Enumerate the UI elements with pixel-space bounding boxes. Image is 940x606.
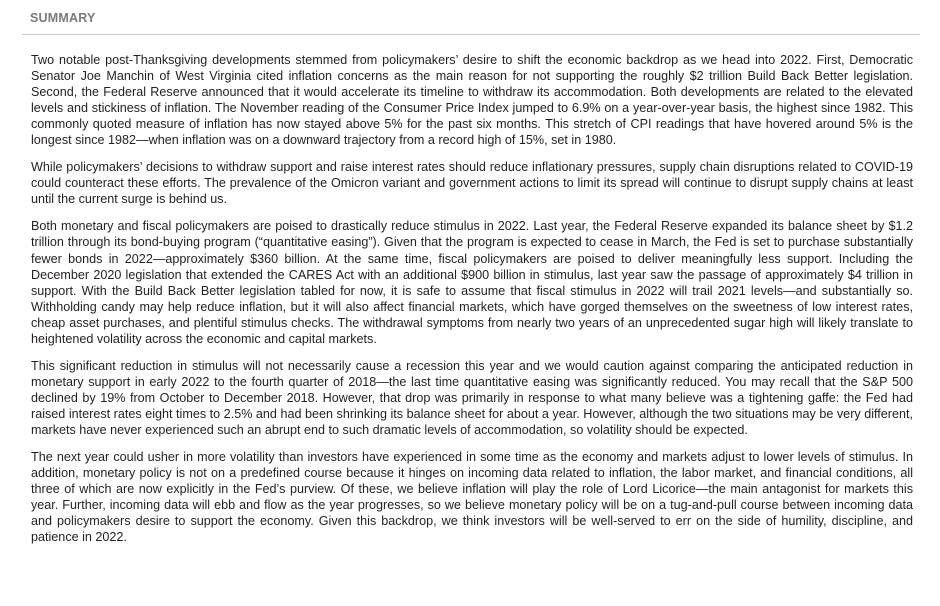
paragraph-volatility-outlook: The next year could usher in more volatility than investors have experienced in some time as the economy and markets adjust to lower levels of stimulus. In addition, monetary policy is not on a predefined course because it hinges on incoming data related to inflation, the labor market, and financial conditions, all three of which are now explicitly in the Fed’s purview. Of these, we believe inflation will play the role of Lord Licorice—the main antagonist for markets this year. Further, incoming data will ebb and flow as the year progresses, so we believe monetary policy will be on a tug-and-pull course between incoming data and policymakers desire to support the economy. Given this backdrop, we think investors will be well-served to err on the side of humility, discipline, and patience in 2022.: [31, 450, 913, 545]
summary-body: [31, 52, 913, 556]
paragraph-supply-chain: While policymakers’ decisions to withdraw support and raise interest rates should reduce inflationary pressures, supply chain disruptions related to COVID-19 could counteract these efforts. The prevalence of the Omicron variant and government actions to limit its spread will continue to disrupt supply chains at least until the current surge is behind us.: [31, 160, 913, 207]
paragraph-stimulus-reduction: Both monetary and fiscal policymakers are poised to drastically reduce stimulus in 2022. Last year, the Federal Reserve expanded its balance sheet by $1.2 trillion through its bond-buying program (“quantitative easing”). Given that the program is expected to cease in March, the Fed is set to purchase substantially fewer bonds in 2022—approximately $360 billion. At the same time, fiscal policymakers are poised to deliver meaningfully less support. Including the December 2020 legislation that extended the CARES Act with an additional $900 billion in stimulus, last year saw the passage of approximately $4 trillion in support. With the Build Back Better legislation tabled for now, it is safe to assume that fiscal stimulus in 2022 will trail 2021 levels—and substantially so. Withholding candy may help reduce inflation, but it will also affect financial markets, which have gorged themselves on the sweetness of low interest rates, cheap asset purchases, and plentiful stimulus checks. The withdrawal symptoms from nearly two years of an unprecedented sugar high will likely translate to heightened volatility across the economic and capital markets.: [31, 219, 913, 346]
paragraph-inflation-developments: Two notable post-Thanksgiving developments stemmed from policymakers’ desire to shift the economic backdrop as we head into 2022. First, Democratic Senator Joe Manchin of West Virginia cited inflation concerns as the main reason for not supporting the roughly $2 trillion Build Back Better legislation. Second, the Federal Reserve announced that it would accelerate its timeline to withdraw its accommodation. Both developments are related to the elevated levels and stickiness of inflation. The November reading of the Consumer Price Index jumped to 6.9% on a year-over-year basis, the highest since 1982. This commonly quoted measure of inflation has now stayed above 5% for the past six months. This stretch of CPI readings that have hovered around 5% is the longest since 1982—when inflation was on a downward trajectory from a record high of 15%, set in 1980.: [31, 53, 913, 148]
section-title: SUMMARY: [30, 11, 96, 25]
section-header: [22, 10, 920, 35]
paragraph-recession-outlook: This significant reduction in stimulus will not necessarily cause a recession this year and we would caution against comparing the anticipated reduction in monetary support in early 2022 to the fourth quarter of 2018—the last time quantitative easing was significantly reduced. You may recall that the S&P 500 declined by 19% from October to December 2018. However, that drop was primarily in response to what many believe was a tightening gaffe: the Fed had raised interest rates eight times to 2.5% and had been shrinking its balance sheet for about a year. However, although the two situations may be very different, markets have never experienced such an abrupt end to such dramatic levels of accommodation, so volatility should be expected.: [31, 358, 913, 437]
